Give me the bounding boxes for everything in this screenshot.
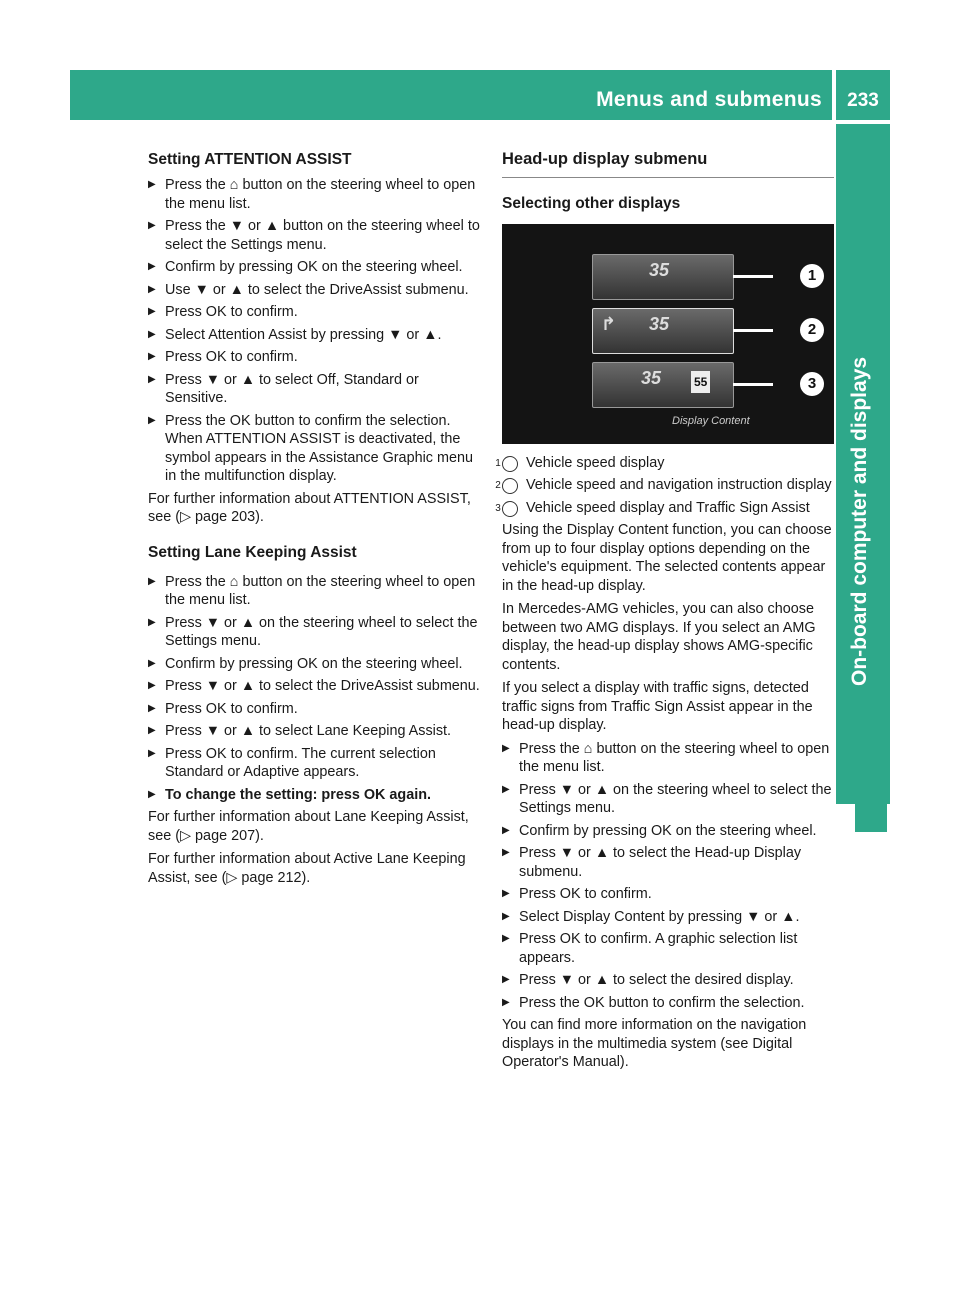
attention-title: Setting ATTENTION ASSIST	[148, 151, 352, 168]
hud-option-1	[592, 254, 734, 300]
lane-note-1: For further information about Lane Keeping Assist, see (▷ page 207).	[148, 809, 469, 844]
step: ▶ Press ▼ or ▲ on the steering wheel to select the Settings menu.	[502, 781, 834, 818]
lane-title: Setting Lane Keeping Assist	[148, 543, 357, 561]
right-column	[495, 150, 834, 1077]
hud-steps	[502, 740, 834, 1013]
legend-text: Vehicle speed display and Traffic Sign Assist	[526, 499, 810, 516]
para-display-content: Using the Display Content function, you can choose from up to four display options depending on the vehicle's equipment. The selected contents appear in the head-up display.	[502, 522, 832, 594]
side-tab-label: On-board computer and displays	[848, 356, 871, 686]
display-content-label: Display Content	[672, 414, 750, 427]
step: ▶ Press OK to confirm.	[148, 348, 483, 367]
legend-number: 1	[502, 456, 518, 472]
callout-line-1	[733, 275, 773, 278]
step: ▶ Press ▼ or ▲ on the steering wheel to select the Settings menu.	[148, 614, 483, 651]
step: ▶ Press ▼ or ▲ to select Lane Keeping Assist.	[148, 722, 483, 741]
callout-line-3	[733, 383, 773, 386]
step: ▶ Confirm by pressing OK on the steering wheel.	[148, 655, 483, 674]
callout-2: 2	[800, 318, 824, 342]
page-number: 233	[847, 90, 879, 111]
step: ▶ Press OK to confirm.	[148, 700, 483, 719]
speed-value: 35	[649, 313, 670, 334]
closing-note: You can find more information on the navigation displays in the multimedia system (see Digital Operator's Manual).	[502, 1017, 807, 1070]
step: ▶ Use ▼ or ▲ to select the DriveAssist submenu.	[148, 281, 483, 300]
step: ▶ Select Attention Assist by pressing ▼ or ▲.	[148, 326, 483, 345]
callout-1: 1	[800, 264, 824, 288]
step: ▶ Press the ⌂ button on the steering wheel to open the menu list.	[148, 573, 483, 610]
hud-figure	[502, 224, 834, 444]
left-column	[148, 150, 483, 892]
step: ▶ Press ▼ or ▲ to select Off, Standard or Sensitive.	[148, 371, 483, 408]
speed-value: 35	[649, 259, 670, 280]
callout-line-2	[733, 329, 773, 332]
header-title: Menus and submenus	[596, 88, 822, 111]
attention-steps	[148, 176, 483, 486]
hud-option-3	[592, 362, 734, 408]
attention-note: For further information about ATTENTION ASSIST, see (▷ page 203).	[148, 490, 471, 525]
step: ▶ Press the OK button to confirm the selection. When ATTENTION ASSIST is deactivated, the symbol appears in the Assistance Graphic menu in the multifunction display.	[148, 412, 483, 486]
step: ▶ Press the ▼ or ▲ button on the steering wheel to select the Settings menu.	[148, 217, 483, 254]
step: ▶ To change the setting: press OK again.	[148, 786, 483, 805]
nav-arrow-icon: ↱	[601, 313, 617, 334]
speed-value: 35	[641, 367, 662, 388]
sub-title: Selecting other displays	[502, 194, 681, 212]
section-title: Head-up display submenu	[502, 150, 834, 178]
legend-number: 3	[502, 501, 518, 517]
para-traffic-signs: If you select a display with traffic signs, detected traffic signs from Traffic Sign Assist appear in the head-up display.	[502, 680, 813, 733]
step: ▶ Press OK to confirm.	[502, 885, 834, 904]
step: ▶ Confirm by pressing OK on the steering wheel.	[148, 258, 483, 277]
legend-item-3	[495, 499, 834, 518]
lane-note-2: For further information about Active Lane Keeping Assist, see (▷ page 212).	[148, 851, 466, 886]
header-bar	[70, 70, 832, 120]
step: ▶ Select Display Content by pressing ▼ or ▲.	[502, 908, 834, 927]
step: ▶ Press ▼ or ▲ to select the Head-up Display submenu.	[502, 844, 834, 881]
legend-item-1	[495, 454, 834, 473]
hud-option-2	[592, 308, 734, 354]
step: ▶ Press OK to confirm. The current selection Standard or Adaptive appears.	[148, 745, 483, 782]
lane-steps	[148, 573, 483, 805]
step: ▶ Press the ⌂ button on the steering wheel to open the menu list.	[502, 740, 834, 777]
step: ▶ Confirm by pressing OK on the steering wheel.	[502, 822, 834, 841]
step: ▶ Press OK to confirm.	[148, 303, 483, 322]
page-number-box	[836, 70, 890, 120]
legend-text: Vehicle speed and navigation instruction display	[526, 477, 832, 493]
legend-item-2	[495, 476, 834, 495]
step: ▶ Press ▼ or ▲ to select the desired display.	[502, 971, 834, 990]
legend-text: Vehicle speed display	[526, 454, 665, 471]
step: ▶ Press the OK button to confirm the selection.	[502, 994, 834, 1013]
step: ▶ Press the ⌂ button on the steering wheel to open the menu list.	[148, 176, 483, 213]
step: ▶ Press OK to confirm. A graphic selection list appears.	[502, 930, 834, 967]
traffic-sign-icon: 55	[691, 371, 710, 394]
callout-3: 3	[800, 372, 824, 396]
side-marker	[855, 800, 887, 832]
legend-number: 2	[502, 478, 518, 494]
para-amg: In Mercedes-AMG vehicles, you can also choose between two AMG displays. If you select an AMG display, the head-up display shows AMG-specific contents.	[502, 601, 816, 673]
step: ▶ Press ▼ or ▲ to select the DriveAssist submenu.	[148, 677, 483, 696]
